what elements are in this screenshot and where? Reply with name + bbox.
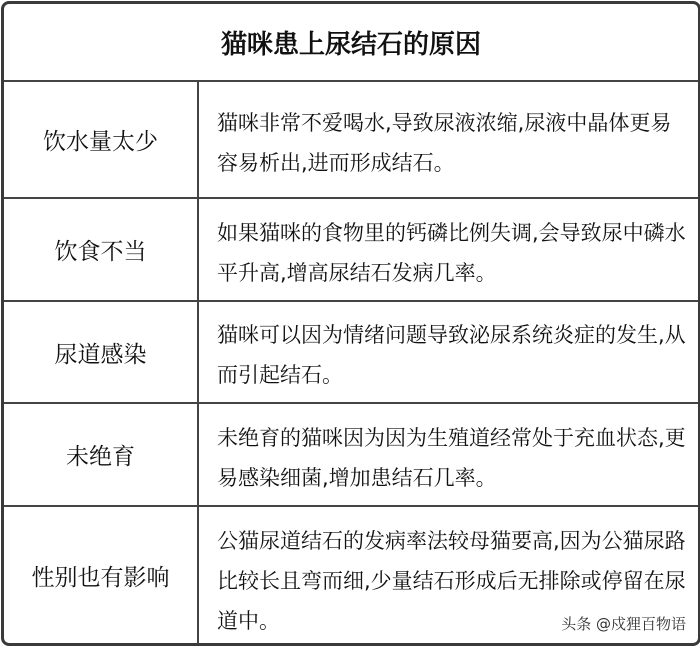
cause-label: 性别也有影响 <box>4 507 199 643</box>
table-title: 猫咪患上尿结石的原因 <box>4 4 698 82</box>
cause-description: 猫咪可以因为情绪问题导致泌尿系统炎症的发生,从而引起结石。 <box>217 323 686 387</box>
cause-label: 尿道感染 <box>4 302 199 402</box>
cause-description: 未绝育的猫咪因为因为生殖道经常处于充血状态,更易感染细菌,增加患结石几率。 <box>217 425 686 490</box>
watermark: 头条 @戍狸百物语 <box>561 615 686 633</box>
cause-label: 饮食不当 <box>4 199 199 300</box>
table-row <box>4 199 698 302</box>
cause-description: 公猫尿道结石的发病率法较母猫要高,因为公猫尿路比较长且弯而细,少量结石形成后无排除或停留在尿道中。 <box>217 529 686 633</box>
table-row <box>4 82 698 199</box>
table-row <box>4 302 698 404</box>
cause-label: 饮水量太少 <box>4 82 199 197</box>
table-row <box>4 404 698 507</box>
cause-description: 猫咪非常不爱喝水,导致尿液浓缩,尿液中晶体更易容易析出,进而形成结石。 <box>217 110 672 175</box>
causes-table <box>1 1 700 646</box>
cause-description: 如果猫咪的食物里的钙磷比例失调,会导致尿中磷水平升高,增高尿结石发病几率。 <box>217 220 686 285</box>
cause-label: 未绝育 <box>4 404 199 505</box>
